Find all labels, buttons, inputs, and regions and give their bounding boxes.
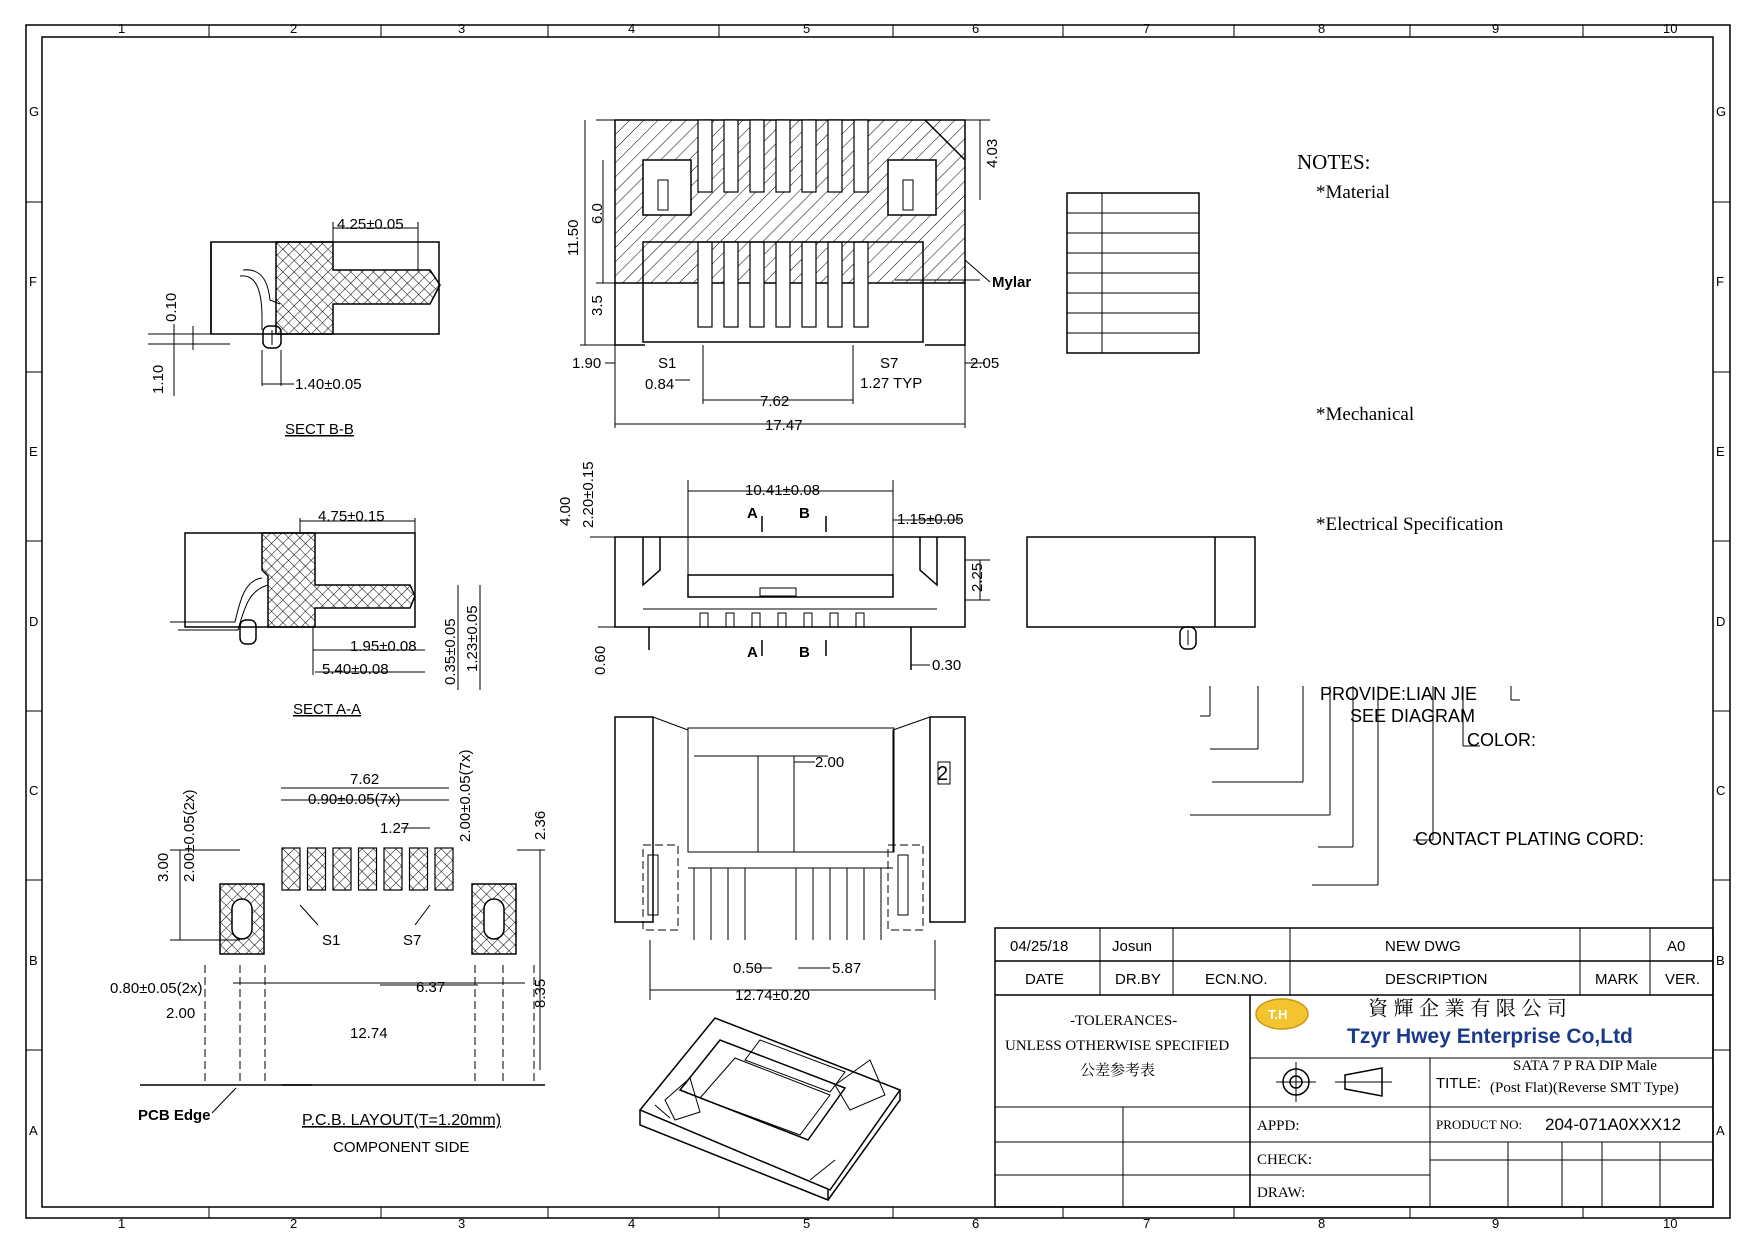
- front-view-pin: [804, 613, 812, 627]
- header-ecn: ECN.NO.: [1205, 971, 1268, 988]
- title-line-2: (Post Flat)(Reverse SMT Type): [1490, 1080, 1679, 1096]
- frame-col-label-top: 10: [1663, 21, 1678, 36]
- frame-col-label-bottom: 9: [1492, 1216, 1500, 1231]
- dim-bb-1.10: 1.10: [150, 364, 167, 394]
- top-contact-lower: [750, 242, 764, 327]
- frame-col-label-top: 5: [803, 21, 811, 36]
- bottom-view-pins: [694, 868, 881, 940]
- front-view-pin: [778, 613, 786, 627]
- dim-top-1.27: 1.27 TYP: [860, 375, 923, 392]
- frame-row-label-right: E: [1716, 444, 1725, 459]
- frame-col-label-bottom: 4: [628, 1216, 636, 1231]
- dim-bottom-5.87: 5.87: [832, 960, 862, 977]
- product-no-value: 204-071A0XXX12: [1545, 1115, 1682, 1134]
- pcb-edge-label: PCB Edge: [138, 1107, 211, 1124]
- dim-top-4.03: 4.03: [984, 138, 1001, 168]
- section-a-a-label: SECT A-A: [293, 701, 362, 718]
- frame-row-label-left: D: [29, 614, 39, 629]
- notes-block: [1297, 150, 1504, 535]
- dim-bb-4.25: 4.25±0.05: [337, 216, 404, 233]
- pcb-s7-label: S7: [403, 932, 422, 949]
- front-view-pin: [726, 613, 734, 627]
- dim-top-6.0: 6.0: [589, 203, 606, 224]
- top-view: [565, 120, 1031, 434]
- dim-bottom-2.00: 2.00: [815, 754, 845, 771]
- dim-top-11.50: 11.50: [565, 219, 582, 256]
- front-view-pin: [856, 613, 864, 627]
- dim-aa-4.75: 4.75±0.15: [318, 508, 385, 525]
- dim-top-17.47: 17.47: [765, 417, 803, 434]
- section-a-a-view: [170, 508, 481, 718]
- dim-bottom-12.74: 12.74±0.20: [735, 987, 810, 1004]
- header-mark: MARK: [1595, 971, 1639, 988]
- product-no-label: PRODUCT NO:: [1436, 1117, 1523, 1132]
- projection-symbol-icon: [1276, 1062, 1392, 1102]
- frame-col-label-bottom: 7: [1143, 1216, 1151, 1231]
- frame-row-label-left: A: [29, 1123, 38, 1138]
- bottom-view: [615, 717, 965, 1004]
- section-b-b-label: SECT B-B: [285, 421, 354, 438]
- frame-col-label-bottom: 10: [1663, 1216, 1678, 1231]
- top-contact-lower: [724, 242, 738, 327]
- pcb-layout-view: [110, 750, 549, 1156]
- pcb-pads: [282, 848, 453, 890]
- dim-top-2.05: 2.05: [970, 355, 1000, 372]
- dim-top-7.62: 7.62: [760, 393, 790, 410]
- top-s7-label: S7: [880, 355, 899, 372]
- top-contact-lower: [698, 242, 712, 327]
- frame-col-label-top: 2: [290, 21, 298, 36]
- top-contact-upper: [698, 120, 712, 192]
- isometric-view: [640, 1018, 900, 1200]
- dim-bb-0.10: 0.10: [163, 292, 180, 322]
- top-contact-upper: [724, 120, 738, 192]
- dim-bottom-0.50: 0.50: [733, 960, 763, 977]
- top-s1-label: S1: [658, 355, 677, 372]
- dim-pcb-2.00-2x: 2.00±0.05(2x): [181, 789, 198, 882]
- mechanical-heading: *Mechanical: [1316, 404, 1415, 425]
- frame-row-label-left: G: [29, 104, 40, 119]
- top-contact-upper: [828, 120, 842, 192]
- slot-number: 2: [937, 763, 949, 785]
- dim-front-2.25: 2.25: [969, 562, 986, 592]
- title-block: [995, 928, 1713, 1207]
- pcb-signal-pad: [333, 848, 351, 890]
- pcb-layout-label: P.C.B. LAYOUT(T=1.20mm): [302, 1112, 502, 1129]
- plating-heading: CONTACT PLATING CORD:: [1415, 829, 1645, 849]
- dim-pcb-0.80: 0.80±0.05(2x): [110, 980, 203, 997]
- see-diagram-label: SEE DIAGRAM: [1350, 706, 1476, 726]
- dim-pcb-2.00-7x: 2.00±0.05(7x): [457, 749, 474, 842]
- front-view-pins: [700, 613, 864, 627]
- notes-title: NOTES:: [1297, 150, 1371, 174]
- part-number-breakdown: [1190, 684, 1644, 885]
- frame-row-label-right: G: [1716, 104, 1727, 119]
- frame-row-label-left: F: [29, 274, 37, 289]
- pcb-signal-pad: [384, 848, 402, 890]
- tolerances-title: -TOLERANCES-: [1070, 1013, 1178, 1029]
- tolerances-chinese: 公差参考表: [1080, 1063, 1156, 1079]
- frame-row-label-right: B: [1716, 953, 1725, 968]
- mylar-label: Mylar: [992, 274, 1032, 291]
- drawn-label: DRAW:: [1257, 1185, 1306, 1201]
- checked-label: CHECK:: [1257, 1152, 1313, 1168]
- top-contact-lower: [854, 242, 868, 327]
- frame-col-label-bottom: 8: [1318, 1216, 1326, 1231]
- dim-front-10.41: 10.41±0.08: [745, 482, 820, 499]
- frame-row-label-left: C: [29, 783, 39, 798]
- dim-pcb-7.62: 7.62: [350, 771, 380, 788]
- frame-col-label-top: 8: [1318, 21, 1326, 36]
- top-contact-lower: [776, 242, 790, 327]
- electrical-heading: *Electrical Specification: [1316, 514, 1504, 535]
- provide-label: PROVIDE:LIAN JIE: [1320, 684, 1478, 704]
- front-view-pin: [830, 613, 838, 627]
- header-date: DATE: [1025, 971, 1064, 988]
- frame-row-label-left: E: [29, 444, 38, 459]
- frame-row-label-right: A: [1716, 1123, 1725, 1138]
- pcb-signal-pad: [410, 848, 428, 890]
- frame-col-label-top: 1: [118, 21, 126, 36]
- color-heading: COLOR:: [1467, 730, 1537, 750]
- top-contact-upper: [854, 120, 868, 192]
- frame-col-label-bottom: 2: [290, 1216, 298, 1231]
- dim-front-1.15: 1.15±0.05: [897, 511, 964, 528]
- frame-col-label-bottom: 5: [803, 1216, 811, 1231]
- dim-pcb-12.74: 12.74: [350, 1025, 388, 1042]
- dim-pcb-6.37: 6.37: [416, 979, 446, 996]
- frame-col-label-bottom: 1: [118, 1216, 126, 1231]
- top-contact-lower: [802, 242, 816, 327]
- frame-row-label-right: F: [1716, 274, 1724, 289]
- company-name-chinese: 資 輝 企 業 有 限 公 司: [1368, 998, 1567, 1020]
- header-version: VER.: [1665, 971, 1701, 988]
- pcb-signal-pad: [308, 848, 326, 890]
- frame-col-label-top: 7: [1143, 21, 1151, 36]
- top-contact-lower: [828, 242, 842, 327]
- frame-row-label-left: B: [29, 953, 38, 968]
- top-contact-upper: [776, 120, 790, 192]
- rev-drawn-by: Josun: [1112, 938, 1153, 955]
- section-b-marker-top: B: [799, 505, 810, 522]
- dim-front-4.00: 4.00: [557, 496, 574, 526]
- pcb-signal-pad: [282, 848, 300, 890]
- approved-label: APPD:: [1257, 1118, 1300, 1134]
- dim-pcb-1.27: 1.27: [380, 820, 410, 837]
- front-view-pin: [752, 613, 760, 627]
- pcb-signal-pad: [435, 848, 453, 890]
- company-name-english: Tzyr Hwey Enterprise Co,Ltd: [1347, 1025, 1633, 1048]
- dim-pcb-2.36: 2.36: [532, 810, 549, 840]
- section-a-marker-bottom: A: [747, 644, 758, 661]
- rev-date: 04/25/18: [1010, 938, 1069, 955]
- frame-col-label-top: 9: [1492, 21, 1500, 36]
- header-drawn-by: DR.BY: [1115, 971, 1161, 988]
- component-side-label: COMPONENT SIDE: [333, 1139, 470, 1156]
- rev-version: A0: [1667, 938, 1686, 955]
- dim-aa-5.40: 5.40±0.08: [322, 661, 389, 678]
- dim-aa-1.95: 1.95±0.08: [350, 638, 417, 655]
- dim-top-1.90: 1.90: [572, 355, 602, 372]
- top-contact-upper: [750, 120, 764, 192]
- dim-top-3.5: 3.5: [589, 295, 606, 316]
- dim-pcb-2.00: 2.00: [166, 1005, 196, 1022]
- title-line-1: SATA 7 P RA DIP Male: [1513, 1058, 1657, 1074]
- company-logo-text: T.H: [1268, 1007, 1288, 1022]
- pcb-signal-pad: [359, 848, 377, 890]
- material-heading: *Material: [1316, 182, 1390, 203]
- dim-front-2.20: 2.20±0.15: [580, 461, 597, 528]
- tolerances-subtitle: UNLESS OTHERWISE SPECIFIED: [1005, 1038, 1230, 1054]
- frame-col-label-bottom: 3: [458, 1216, 466, 1231]
- side-view: [1027, 537, 1255, 649]
- dim-pcb-0.90: 0.90±0.05(7x): [308, 791, 401, 808]
- front-view-pin: [700, 613, 708, 627]
- header-description: DESCRIPTION: [1385, 971, 1488, 988]
- frame-row-label-right: D: [1716, 614, 1726, 629]
- frame-col-label-bottom: 6: [972, 1216, 980, 1231]
- frame-col-label-top: 3: [458, 21, 466, 36]
- section-b-b-view: [148, 216, 440, 438]
- top-contact-upper: [802, 120, 816, 192]
- dim-aa-0.35: 0.35±0.05: [442, 618, 459, 685]
- dim-pcb-3.00: 3.00: [155, 852, 172, 882]
- pcb-s1-label: S1: [322, 932, 341, 949]
- front-view: [557, 461, 990, 675]
- section-a-marker-top: A: [747, 505, 758, 522]
- section-b-marker-bottom: B: [799, 644, 810, 661]
- dim-aa-1.23: 1.23±0.05: [464, 605, 481, 672]
- title-label: TITLE:: [1436, 1075, 1482, 1092]
- dim-front-0.60: 0.60: [592, 645, 609, 675]
- dim-pcb-8.35: 8.35: [532, 978, 549, 1008]
- pin-signal-table: [1067, 193, 1199, 353]
- dim-top-0.84: 0.84: [645, 376, 675, 393]
- frame-col-label-top: 4: [628, 21, 636, 36]
- dim-front-0.30: 0.30: [932, 657, 962, 674]
- frame-row-label-right: C: [1716, 783, 1726, 798]
- rev-description: NEW DWG: [1385, 938, 1461, 955]
- dim-bb-1.40: 1.40±0.05: [295, 376, 362, 393]
- frame-col-label-top: 6: [972, 21, 980, 36]
